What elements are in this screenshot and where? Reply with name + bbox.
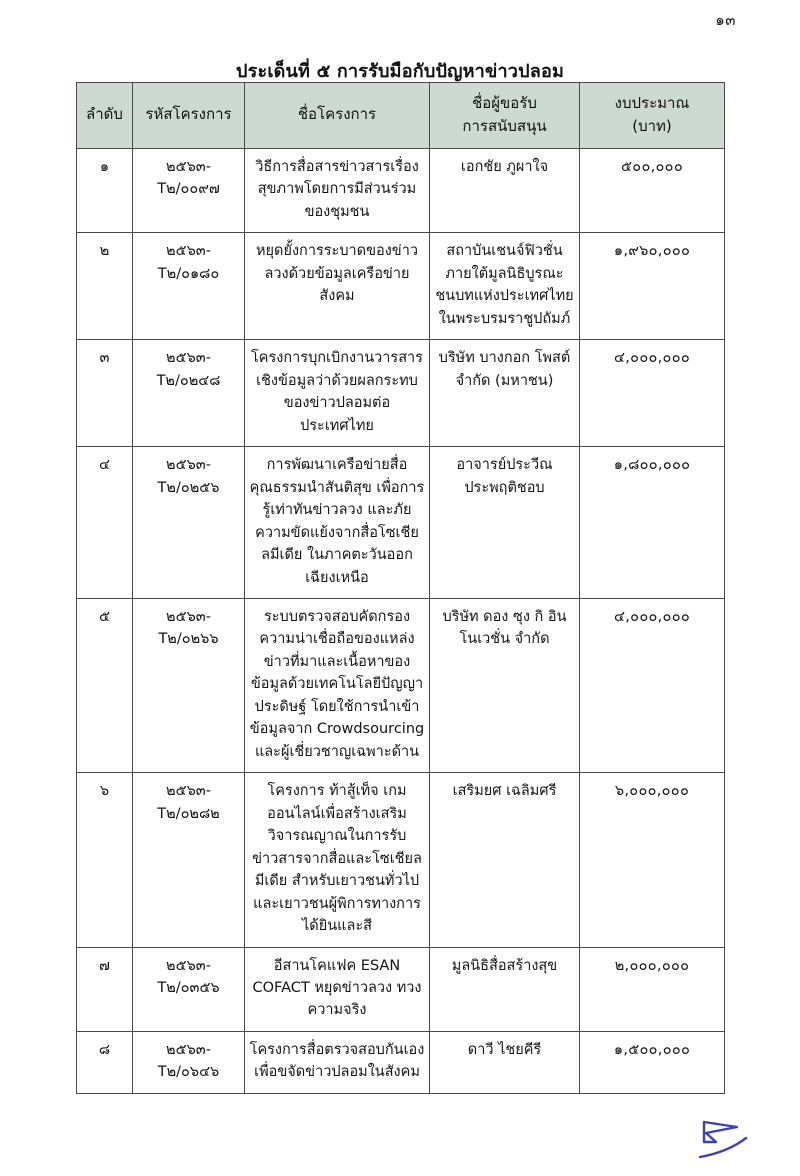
- cell-sequence: ๒: [77, 233, 133, 340]
- cell-project-name: อีสานโคแฟค ESAN COFACT หยุดข่าวลวง ทวงความจริง: [245, 947, 430, 1031]
- cell-applicant-name: บริษัท ดอง ซุง กิ อิน โนเวชั่น จำกัด: [430, 598, 580, 772]
- column-header-person-line1: ชื่อผู้ขอรับ: [472, 94, 537, 112]
- project-code-line1: ๒๕๖๓-: [166, 243, 211, 260]
- project-table: [76, 82, 725, 1094]
- table-row: [77, 340, 725, 447]
- cell-applicant-name: บริษัท บางกอก โพสต์ จำกัด (มหาชน): [430, 340, 580, 447]
- cell-budget-amount: ๖,๐๐๐,๐๐๐: [580, 773, 725, 947]
- cell-project-name: วิธีการสื่อสารข่าวสารเรื่องสุขภาพโดยการมีส่วนร่วมของชุมชน: [245, 149, 430, 233]
- cell-applicant-name: อาจารย์ประวีณ ประพฤติชอบ: [430, 447, 580, 599]
- table-row: [77, 598, 725, 772]
- cell-project-name: โครงการสื่อตรวจสอบกันเองเพื่อขจัดข่าวปลอมในสังคม: [245, 1031, 430, 1093]
- column-header-budget: [580, 83, 725, 149]
- cell-project-name: โครงการ ท้าสู้เท็จ เกมออนไลน์เพื่อสร้างเสริมวิจารณญาณในการรับข่าวสารจากสื่อและโซเชียล มีเดีย สำหรับเยาวชนทั่วไป และเยาวชนผู้พิการทางการได้ยินและสี: [245, 773, 430, 947]
- cell-applicant-name: ดาวี ไชยคีรี: [430, 1031, 580, 1093]
- project-code-line1: ๒๕๖๓-: [166, 608, 211, 625]
- column-header-code: รหัสโครงการ: [133, 83, 245, 149]
- column-header-person-line2: การสนับสนุน: [462, 116, 547, 135]
- cell-sequence: ๑: [77, 149, 133, 233]
- cell-applicant-name: มูลนิธิสื่อสร้างสุข: [430, 947, 580, 1031]
- project-code-line1: ๒๕๖๓-: [166, 159, 211, 175]
- table-row: [77, 773, 725, 947]
- table-row: [77, 233, 725, 340]
- table-row: [77, 947, 725, 1031]
- table-row: [77, 447, 725, 599]
- project-code-line2: T๒/๐๒๕๖: [157, 479, 220, 496]
- cell-project-code: [133, 149, 245, 233]
- cell-sequence: ๓: [77, 340, 133, 447]
- column-header-seq: ลำดับ: [77, 83, 133, 149]
- project-code-line1: ๒๕๖๓-: [166, 957, 211, 974]
- project-code-line2: T๒/๐๒๖๖: [158, 631, 219, 648]
- table-header-row: [77, 83, 725, 149]
- cell-project-code: [133, 447, 245, 599]
- cell-sequence: ๔: [77, 447, 133, 599]
- cell-project-name: โครงการบุกเบิกงานวารสารเชิงข้อมูลว่าด้วยผลกระทบของข่าวปลอมต่อประเทศไทย: [245, 340, 430, 447]
- project-code-line2: T๒/๐๐๙๗: [157, 181, 220, 198]
- cell-budget-amount: ๑,๘๐๐,๐๐๐: [580, 447, 725, 599]
- project-code-line1: ๒๕๖๓-: [166, 350, 211, 367]
- table-body: [77, 149, 725, 1094]
- column-header-budget-line2: (บาท): [632, 116, 672, 135]
- cell-applicant-name: เอกชัย ภูผาใจ: [430, 149, 580, 233]
- cell-budget-amount: ๑,๙๖๐,๐๐๐: [580, 233, 725, 340]
- cell-project-name: หยุดยั้งการระบาดของข่าวลวงด้วยข้อมูลเครือข่ายสังคม: [245, 233, 430, 340]
- project-code-line2: T๒/๐๖๔๖: [157, 1064, 220, 1081]
- project-code-line1: ๒๕๖๓-: [166, 457, 211, 474]
- cell-project-code: [133, 947, 245, 1031]
- cell-project-code: [133, 773, 245, 947]
- page-title: ประเด็นที่ ๕ การรับมือกับปัญหาข่าวปลอม: [235, 61, 565, 82]
- column-header-budget-line1: งบประมาณ: [614, 94, 690, 112]
- table-header: [77, 83, 725, 149]
- project-code-line2: T๒/๐๓๕๖: [157, 980, 220, 996]
- column-header-name: ชื่อโครงการ: [245, 83, 430, 149]
- table-row: [77, 1031, 725, 1093]
- cell-project-code: [133, 340, 245, 447]
- project-table-container: [76, 82, 724, 1094]
- cell-project-name: ระบบตรวจสอบคัดกรองความน่าเชื่อถือของแหล่งข่าวที่มาและเนื้อหาของข้อมูลด้วยเทคโนโลยีปัญญาประดิษฐ์ โดยใช้การนำเข้าข้อมูลจาก Crowdsourcing และผู้เชี่ยวชาญเฉพาะด้าน: [245, 598, 430, 772]
- project-code-line1: ๒๕๖๓-: [166, 1041, 211, 1058]
- cell-budget-amount: ๔,๐๐๐,๐๐๐: [580, 340, 725, 447]
- cell-sequence: ๘: [77, 1031, 133, 1093]
- project-code-line2: T๒/๐๒๔๘: [156, 372, 221, 389]
- project-code-line2: T๒/๐๑๘๐: [157, 265, 220, 282]
- cell-budget-amount: ๑,๕๐๐,๐๐๐: [580, 1031, 725, 1093]
- cell-sequence: ๕: [77, 598, 133, 772]
- cell-budget-amount: ๔,๐๐๐,๐๐๐: [580, 598, 725, 772]
- project-code-line2: T๒/๐๒๘๒: [157, 805, 220, 822]
- cell-project-code: [133, 1031, 245, 1093]
- cell-project-code: [133, 598, 245, 772]
- cell-sequence: ๗: [77, 947, 133, 1031]
- cell-applicant-name: เสริมยศ เฉลิมศรี: [430, 773, 580, 947]
- cell-project-code: [133, 233, 245, 340]
- project-code-line1: ๒๕๖๓-: [166, 783, 211, 800]
- cell-budget-amount: ๕๐๐,๐๐๐: [580, 149, 725, 233]
- column-header-person: [430, 83, 580, 149]
- page-number: ๑๓: [715, 11, 736, 29]
- cell-project-name: การพัฒนาเครือข่ายสื่อคุณธรรมนำสันติสุข เพื่อการรู้เท่าทันข่าวลวง และภัยความขัดแย้งจากสื่อโซเชียลมีเดีย ในภาคตะวันออกเฉียงเหนือ: [245, 447, 430, 599]
- cell-sequence: ๖: [77, 773, 133, 947]
- cell-budget-amount: ๒,๐๐๐,๐๐๐: [580, 947, 725, 1031]
- table-row: [77, 149, 725, 233]
- cell-applicant-name: สถาบันเชนจ์ฟิวชั่น ภายใต้มูลนิธิบูรณะชนบทแห่งประเทศไทยในพระบรมราชูปถัมภ์: [430, 233, 580, 340]
- signature-mark-icon: [690, 1116, 760, 1162]
